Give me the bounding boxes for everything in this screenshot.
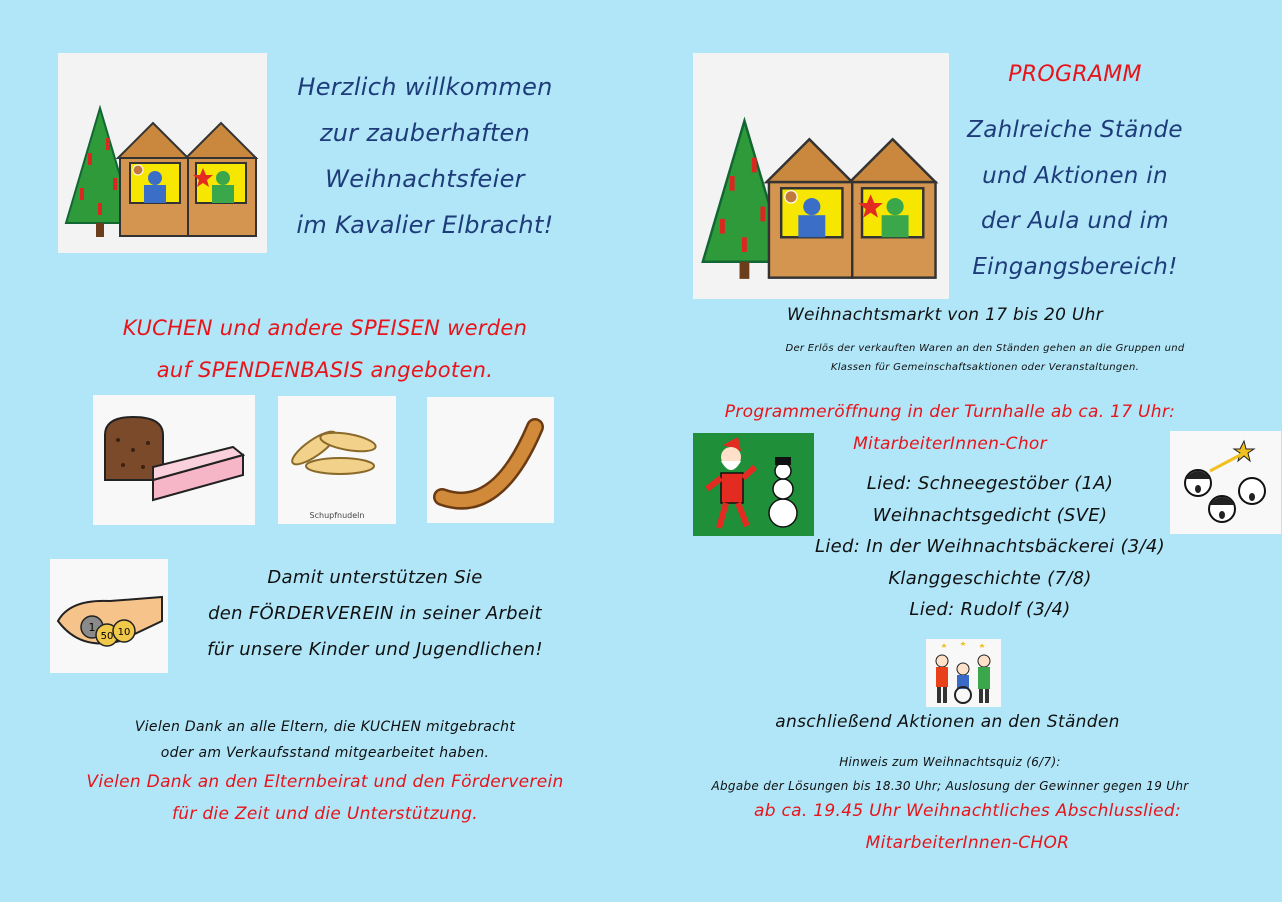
thanks-line: Vielen Dank an den Elternbeirat und den Förderverein [86, 772, 564, 792]
closing-text [690, 795, 1245, 859]
thanks-parents [60, 714, 590, 766]
market-note-line: Der Erlös der verkauften Waren an den Ständen gehen an die Gruppen und [785, 343, 1185, 354]
christmas-market-icon [58, 53, 267, 253]
market-note [700, 339, 1270, 377]
program-heading: PROGRAMM [1008, 62, 1142, 87]
food-caption: Schupfnudeln [309, 511, 365, 520]
sausage-icon [427, 397, 554, 523]
santa-snowman-icon [693, 433, 814, 536]
program-item: Klanggeschichte (7/8) [888, 567, 1092, 589]
cake-icon [93, 395, 255, 525]
welcome-text [270, 64, 580, 248]
coin-label: 10 [117, 627, 131, 638]
group-people-icon [926, 639, 1001, 707]
welcome-line: zur zauberhaften [319, 119, 531, 147]
food-notice-line: KUCHEN und andere SPEISEN werden [122, 316, 528, 340]
christmas-market-icon [693, 53, 949, 299]
schupfnudeln-icon [278, 396, 396, 524]
welcome-line: im Kavalier Elbracht! [296, 211, 554, 239]
support-line: für unsere Kinder und Jugendlichen! [207, 639, 543, 660]
closing-line: ab ca. 19.45 Uhr Weihnachtliches Abschlusslied: [753, 801, 1182, 821]
thanks-line: oder am Verkaufsstand mitgearbeitet haben. [160, 745, 490, 761]
market-time: Weihnachtsmarkt von 17 bis 20 Uhr [786, 305, 1104, 325]
program-item: Weihnachtsgedicht (SVE) [872, 504, 1108, 526]
intro-line: Zahlreiche Stände [967, 117, 1183, 143]
coins-hand-icon [50, 559, 168, 673]
coin-label: 1 [88, 621, 96, 634]
opening-line: Programmeröffnung in der Turnhalle ab ca. 17 Uhr: [724, 402, 1176, 422]
welcome-line: Herzlich willkommen [297, 73, 553, 101]
thanks-line: Vielen Dank an alle Eltern, die KUCHEN mitgebracht [134, 719, 516, 735]
intro-line: und Aktionen in [982, 162, 1168, 189]
quiz-text [690, 750, 1210, 798]
program-intro [950, 108, 1200, 290]
quiz-line: Hinweis zum Weihnachtsquiz (6/7): [839, 755, 1061, 769]
afterwards-text: anschließend Aktionen an den Ständen [775, 712, 1120, 732]
food-notice-line: auf SPENDENBASIS angeboten. [156, 358, 494, 382]
market-note-line: Klassen für Gemeinschaftsaktionen oder Veranstaltungen. [830, 362, 1140, 373]
intro-line: der Aula und im [981, 208, 1169, 234]
thanks-line: für die Zeit und die Unterstützung. [171, 804, 478, 824]
closing-line: MitarbeiterInnen-CHOR [865, 833, 1070, 853]
coin-label: 50 [100, 631, 114, 642]
support-line: Damit unterstützen Sie [267, 567, 483, 588]
intro-line: Eingangsbereich! [972, 253, 1178, 280]
program-list [800, 468, 1180, 626]
opening-line: MitarbeiterInnen-Chor [853, 434, 1047, 454]
thanks-board [60, 766, 590, 830]
welcome-line: Weihnachtsfeier [325, 165, 525, 193]
quiz-line: Abgabe der Lösungen bis 18.30 Uhr; Auslosung der Gewinner gegen 19 Uhr [711, 779, 1189, 793]
support-text [170, 560, 580, 668]
program-item: Lied: Schneegestöber (1A) [866, 473, 1114, 494]
children-singing-icon [1170, 431, 1281, 534]
support-line: den FÖRDERVEREIN in seiner Arbeit [208, 603, 542, 624]
food-notice [70, 307, 580, 391]
program-item: Lied: In der Weihnachtsbäckerei (3/4) [815, 536, 1165, 557]
program-item: Lied: Rudolf (3/4) [909, 599, 1071, 620]
